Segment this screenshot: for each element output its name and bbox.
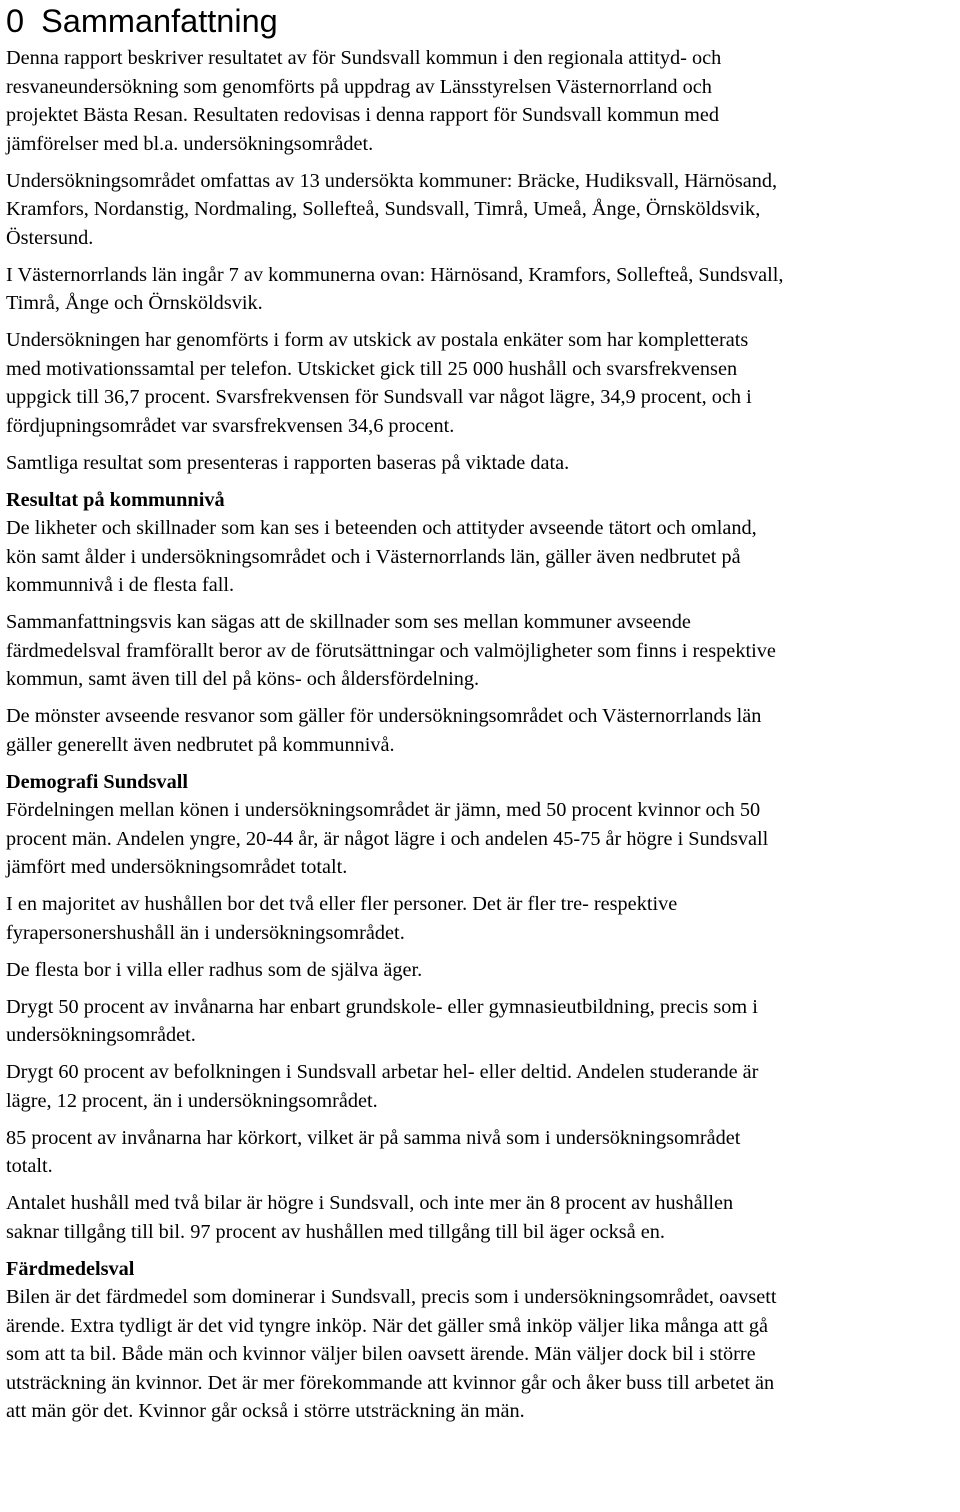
body-paragraph (6, 890, 956, 947)
document-page (6, 0, 956, 1426)
body-paragraph (6, 167, 956, 253)
text-line: procent män. Andelen yngre, 20-44 år, är något lägre i och andelen 45-75 år högre i Sundsvall (6, 827, 769, 850)
document-body (6, 44, 956, 1426)
text-line: De flesta bor i villa eller radhus som de själva äger. (6, 958, 423, 981)
text-line: med motivationssamtal per telefon. Utskicket gick till 25 000 hushåll och svarsfrekvensen (6, 357, 738, 380)
body-paragraph (6, 1058, 956, 1115)
text-line: Fördelningen mellan könen i undersökningsområdet är jämn, med 50 procent kvinnor och 50 (6, 799, 761, 821)
section-subheading: Resultat på kommunnivå (6, 488, 225, 511)
body-paragraph (6, 1189, 956, 1246)
body-paragraph (6, 1124, 956, 1181)
text-line: Kramfors, Nordanstig, Nordmaling, Sollefteå, Sundsvall, Timrå, Umeå, Ånge, Örnsköldsvik, (6, 198, 761, 220)
text-line: Undersökningen har genomförts i form av utskick av postala enkäter som har kompletterats (6, 329, 749, 351)
body-paragraph (6, 44, 956, 158)
paragraph-spacer (6, 1181, 956, 1190)
text-line: lägre, 12 procent, än i undersökningsområdet. (6, 1089, 378, 1112)
text-line: kommunnivå i de flesta fall. (6, 574, 235, 596)
text-line: Undersökningsområdet omfattas av 13 undersökta kommuner: Bräcke, Hudiksvall, Härnösand, (6, 169, 778, 192)
text-line: som att ta bil. Både män och kvinnor väljer bilen oavsett ärende. Män väljer dock bil i större (6, 1343, 756, 1365)
text-line: kön samt ålder i undersökningsområdet och i Västernorrlands län, gäller även nedbrutet på (6, 545, 741, 568)
paragraph-spacer (6, 694, 956, 703)
page-title (6, 0, 956, 44)
paragraph-spacer (6, 600, 956, 609)
paragraph-spacer (6, 252, 956, 261)
text-line: kommun, samt även till del på köns- och åldersfördelning. (6, 668, 480, 690)
text-line: 85 procent av invånarna har körkort, vilket är på samma nivå som i undersökningsområdet (6, 1126, 741, 1149)
text-line: jämfört med undersökningsområdet totalt. (6, 856, 348, 878)
body-paragraph (6, 608, 956, 694)
text-line: projektet Bästa Resan. Resultaten redovisas i denna rapport för Sundsvall kommun med (6, 104, 720, 126)
text-line: Samtliga resultat som presenteras i rapporten baseras på viktade data. (6, 451, 570, 474)
text-line: De likheter och skillnader som kan ses i beteenden och attityder avseende tätort och omland, (6, 517, 757, 539)
body-paragraph (6, 326, 956, 440)
text-line: fördjupningsområdet var svarsfrekvensen 34,6 procent. (6, 414, 455, 437)
text-line: färdmedelsval framförallt beror av de förutsättningar och valmöjligheter som finns i respektive (6, 639, 776, 662)
body-paragraph (6, 956, 956, 985)
body-paragraph (6, 702, 956, 759)
paragraph-spacer (6, 477, 956, 486)
section-number: 0 (6, 3, 25, 39)
section-title: Sammanfattning (41, 3, 278, 39)
section-subheading: Färdmedelsval (6, 1257, 135, 1280)
text-line: utsträckning än kvinnor. Det är mer förekommande att kvinnor går och åker buss till arbetet än (6, 1371, 775, 1394)
paragraph-spacer (6, 984, 956, 993)
text-line: resvaneundersökning som genomförts på uppdrag av Länsstyrelsen Västernorrland och (6, 75, 712, 98)
text-line: gäller generellt även nedbrutet på kommunnivå. (6, 733, 395, 756)
text-line: undersökningsområdet. (6, 1024, 196, 1046)
body-paragraph (6, 796, 956, 882)
paragraph-spacer (6, 158, 956, 167)
paragraph-spacer (6, 440, 956, 449)
paragraph-spacer (6, 947, 956, 956)
text-line: De mönster avseende resvanor som gäller för undersökningsområdet och Västernorrlands län (6, 705, 762, 727)
text-line: Östersund. (6, 226, 94, 249)
text-line: I Västernorrlands län ingår 7 av kommunerna ovan: Härnösand, Kramfors, Sollefteå, Sundsvall, (6, 263, 784, 286)
paragraph-spacer (6, 1246, 956, 1255)
text-line: saknar tillgång till bil. 97 procent av hushållen med tillgång till bil äger också en. (6, 1220, 665, 1243)
text-line: ärende. Extra tydligt är det vid tyngre inköp. När det gäller små inköp väljer lika många att gå (6, 1314, 768, 1337)
text-line: Denna rapport beskriver resultatet av för Sundsvall kommun i den regionala attityd- och (6, 47, 722, 69)
body-paragraph (6, 1283, 956, 1426)
text-line: Bilen är det färdmedel som dominerar i Sundsvall, precis som i undersökningsområdet, oavsett (6, 1286, 777, 1308)
body-paragraph (6, 514, 956, 600)
text-line: Drygt 50 procent av invånarna har enbart grundskole- eller gymnasieutbildning, precis som i (6, 995, 758, 1018)
paragraph-spacer (6, 1050, 956, 1059)
paragraph-spacer (6, 759, 956, 768)
text-line: totalt. (6, 1155, 53, 1177)
body-paragraph (6, 449, 956, 478)
text-line: Antalet hushåll med två bilar är högre i Sundsvall, och inte mer än 8 procent av hushållen (6, 1192, 734, 1214)
paragraph-spacer (6, 1115, 956, 1124)
section-subheading: Demografi Sundsvall (6, 770, 188, 793)
text-line: att män gör det. Kvinnor går också i större utsträckning än män. (6, 1400, 525, 1422)
paragraph-spacer (6, 882, 956, 891)
text-line: fyrapersonershushåll än i undersökningsområdet. (6, 921, 405, 944)
paragraph-spacer (6, 318, 956, 327)
text-line: jämförelser med bl.a. undersökningsområdet. (6, 132, 374, 155)
body-paragraph (6, 261, 956, 318)
body-paragraph (6, 993, 956, 1050)
text-line: I en majoritet av hushållen bor det två eller fler personer. Det är fler tre- respektive (6, 893, 678, 915)
text-line: Drygt 60 procent av befolkningen i Sundsvall arbetar hel- eller deltid. Andelen studerande är (6, 1061, 759, 1083)
text-line: uppgick till 36,7 procent. Svarsfrekvensen för Sundsvall var något lägre, 34,9 procent, och i (6, 386, 752, 408)
text-line: Sammanfattningsvis kan sägas att de skillnader som ses mellan kommuner avseende (6, 611, 691, 633)
text-line: Timrå, Ånge och Örnsköldsvik. (6, 292, 263, 314)
